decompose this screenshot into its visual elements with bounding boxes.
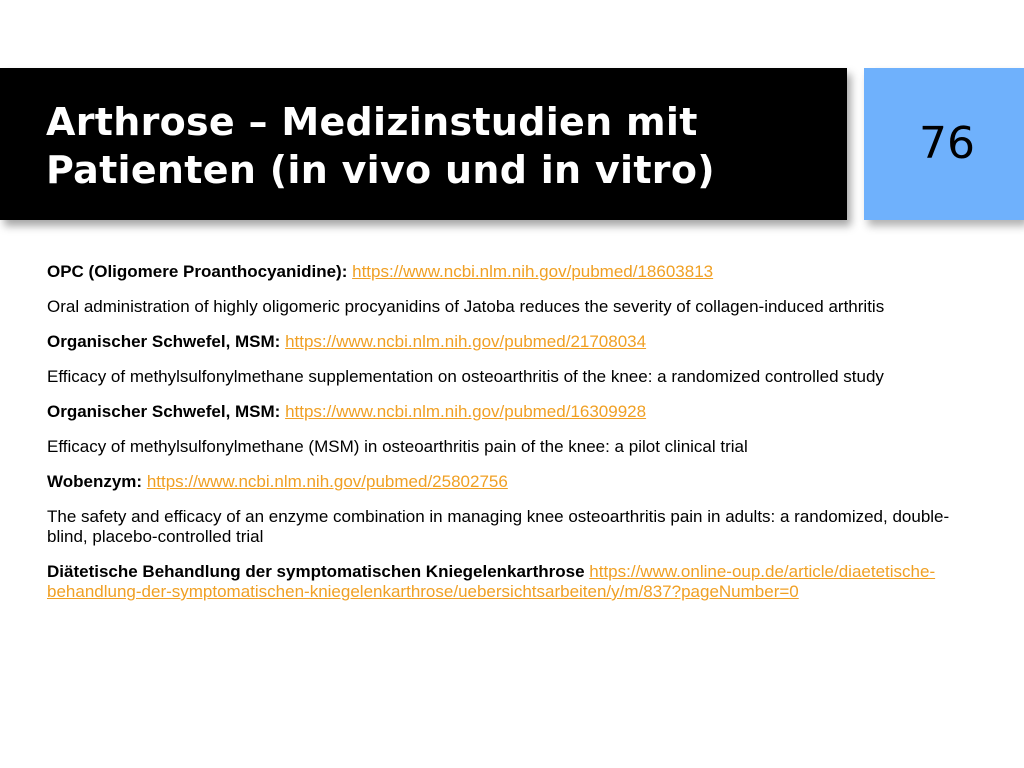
reference-description: Efficacy of methylsulfonylmethane (MSM) in osteoarthritis pain of the knee: a pilot clinical trial <box>47 437 748 456</box>
reference-label: Wobenzym: <box>47 472 143 491</box>
references-list <box>47 262 977 617</box>
title-bar <box>0 68 847 220</box>
reference-link[interactable]: https://www.ncbi.nlm.nih.gov/pubmed/18603813 <box>352 262 714 281</box>
reference-description: Efficacy of methylsulfonylmethane supplementation on osteoarthritis of the knee: a randomized controlled study <box>47 367 884 386</box>
reference-label: OPC (Oligomere Proanthocyanidine): <box>47 262 348 281</box>
reference-link[interactable]: https://www.ncbi.nlm.nih.gov/pubmed/16309928 <box>285 402 647 421</box>
reference-label: Diätetische Behandlung der symptomatischen Kniegelenkarthrose <box>47 562 585 581</box>
reference-link[interactable]: https://www.ncbi.nlm.nih.gov/pubmed/21708034 <box>285 332 647 351</box>
reference-heading <box>47 332 977 352</box>
reference-description: Oral administration of highly oligomeric procyanidins of Jatoba reduces the severity of collagen-induced arthritis <box>47 297 885 316</box>
reference-heading <box>47 402 977 422</box>
reference-heading <box>47 472 977 492</box>
reference-label: Organischer Schwefel, MSM: <box>47 332 281 351</box>
reference-link[interactable]: https://www.ncbi.nlm.nih.gov/pubmed/25802756 <box>146 472 508 491</box>
reference-description: The safety and efficacy of an enzyme combination in managing knee osteoarthritis pain in adults: a randomized, double-blind, placebo-controlled trial <box>47 507 950 546</box>
reference-heading <box>47 562 977 602</box>
reference-link[interactable]: https://www.online-oup.de/article/diaetetische-behandlung-der-symptomatischen-kniegelenkarthrose/uebersichtsarbeiten/y/m/837?pageNumber=0 <box>47 562 936 601</box>
slide-number: 76 <box>919 118 975 169</box>
reference-label: Organischer Schwefel, MSM: <box>47 402 281 421</box>
reference-heading <box>47 262 977 282</box>
slide-number-box <box>864 68 1024 220</box>
slide-title: Arthrose – Medizinstudien mit Patienten (in vivo und in vitro) <box>46 100 715 192</box>
